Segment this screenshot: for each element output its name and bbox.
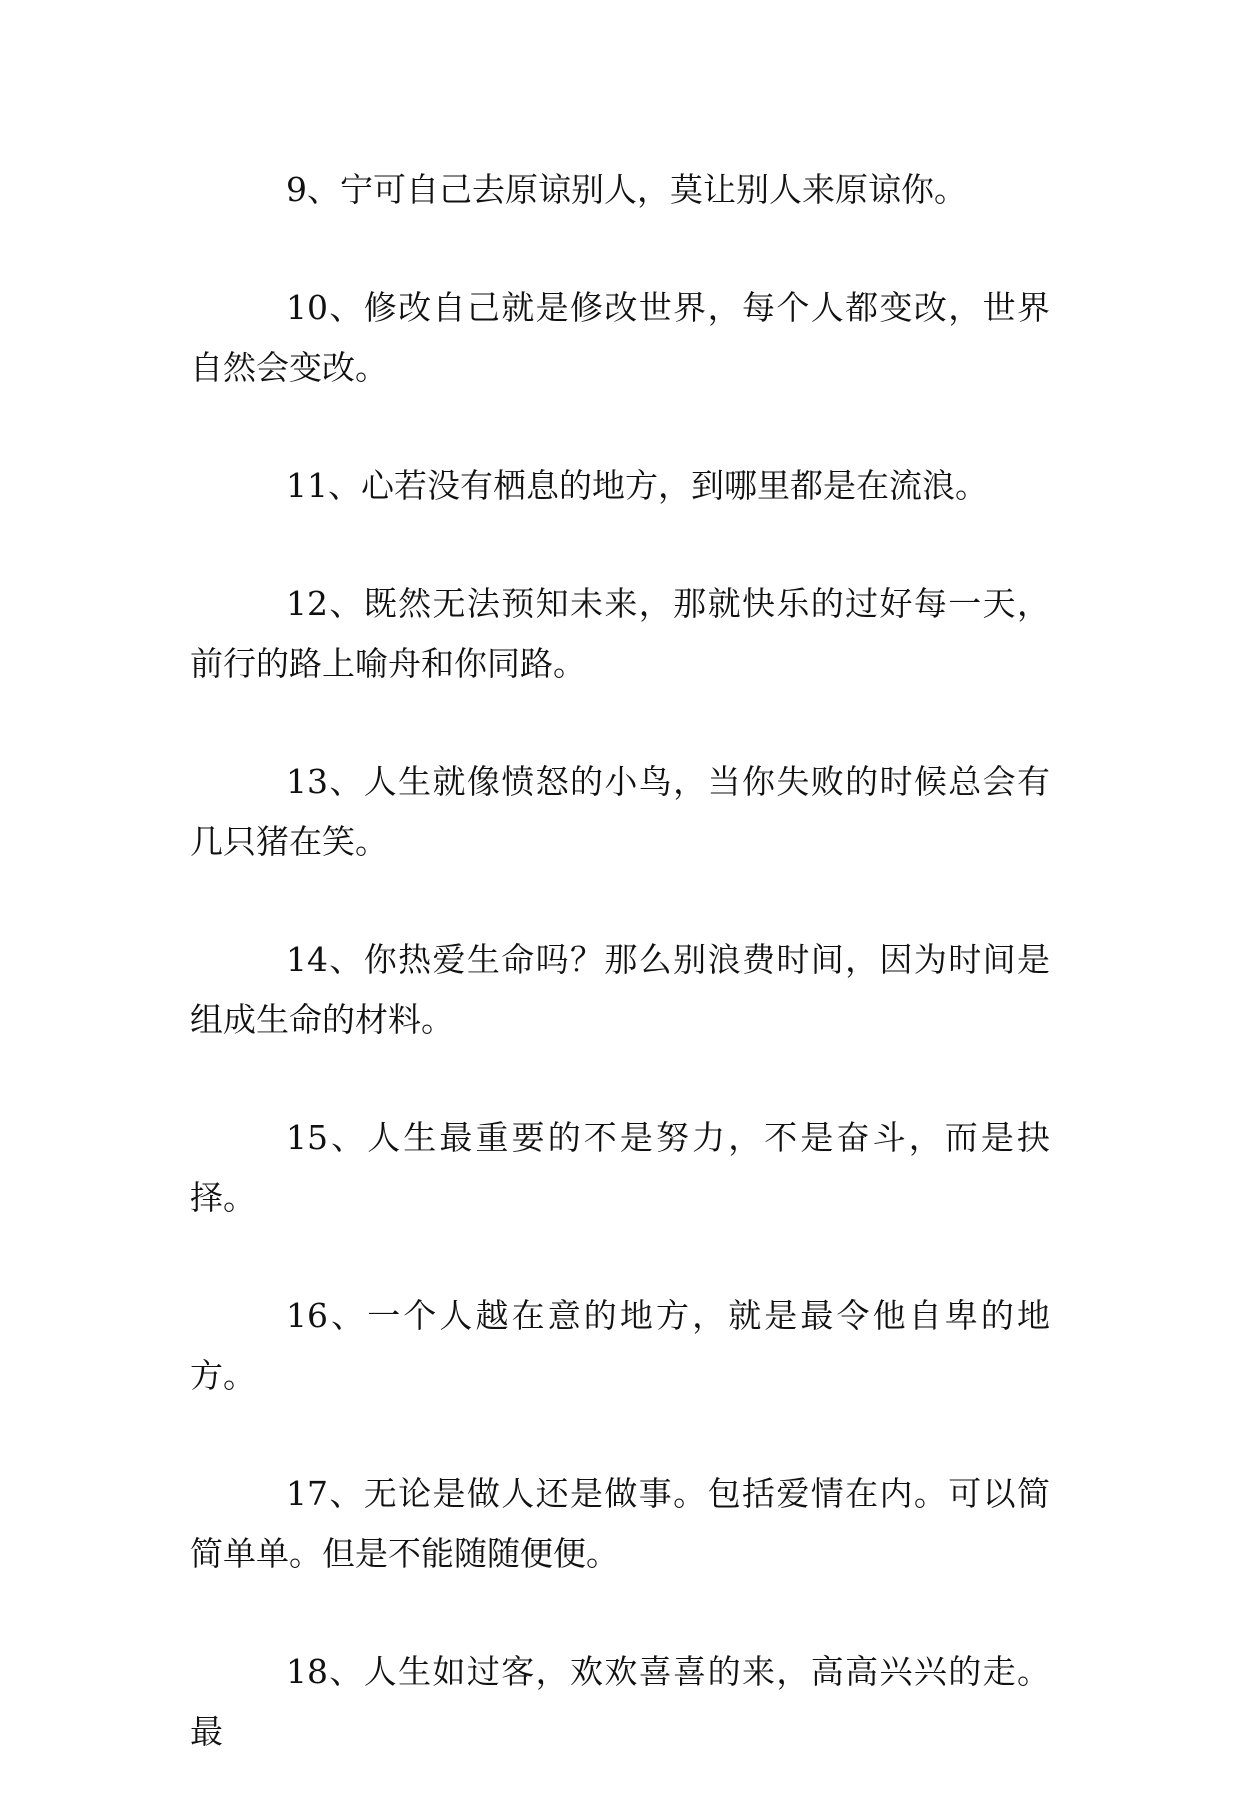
paragraph-18: 18、人生如过客，欢欢喜喜的来，高高兴兴的走。最: [190, 1652, 1050, 1751]
paragraph-9: 9、宁可自己去原谅别人，莫让别人来原谅你。: [286, 170, 967, 209]
paragraph-13: 13、人生就像愤怒的小鸟，当你失败的时候总会有几只猪在笑。: [190, 762, 1050, 861]
paragraph-12: 12、既然无法预知未来，那就快乐的过好每一天，前行的路上喻舟和你同路。: [190, 584, 1050, 683]
paragraph-15: 15、人生最重要的不是努力，不是奋斗，而是抉择。: [190, 1118, 1050, 1217]
document-body: [190, 160, 1050, 1820]
paragraph-11: 11、心若没有栖息的地方，到哪里都是在流浪。: [286, 466, 988, 505]
paragraph-14: 14、你热爱生命吗？那么别浪费时间，因为时间是组成生命的材料。: [190, 940, 1050, 1039]
paragraph-10: 10、修改自己就是修改世界，每个人都变改，世界自然会变改。: [190, 288, 1050, 387]
paragraph-17: 17、无论是做人还是做事。包括爱情在内。可以简简单单。但是不能随随便便。: [190, 1474, 1050, 1573]
paragraph-16: 16、一个人越在意的地方，就是最令他自卑的地方。: [190, 1296, 1050, 1395]
